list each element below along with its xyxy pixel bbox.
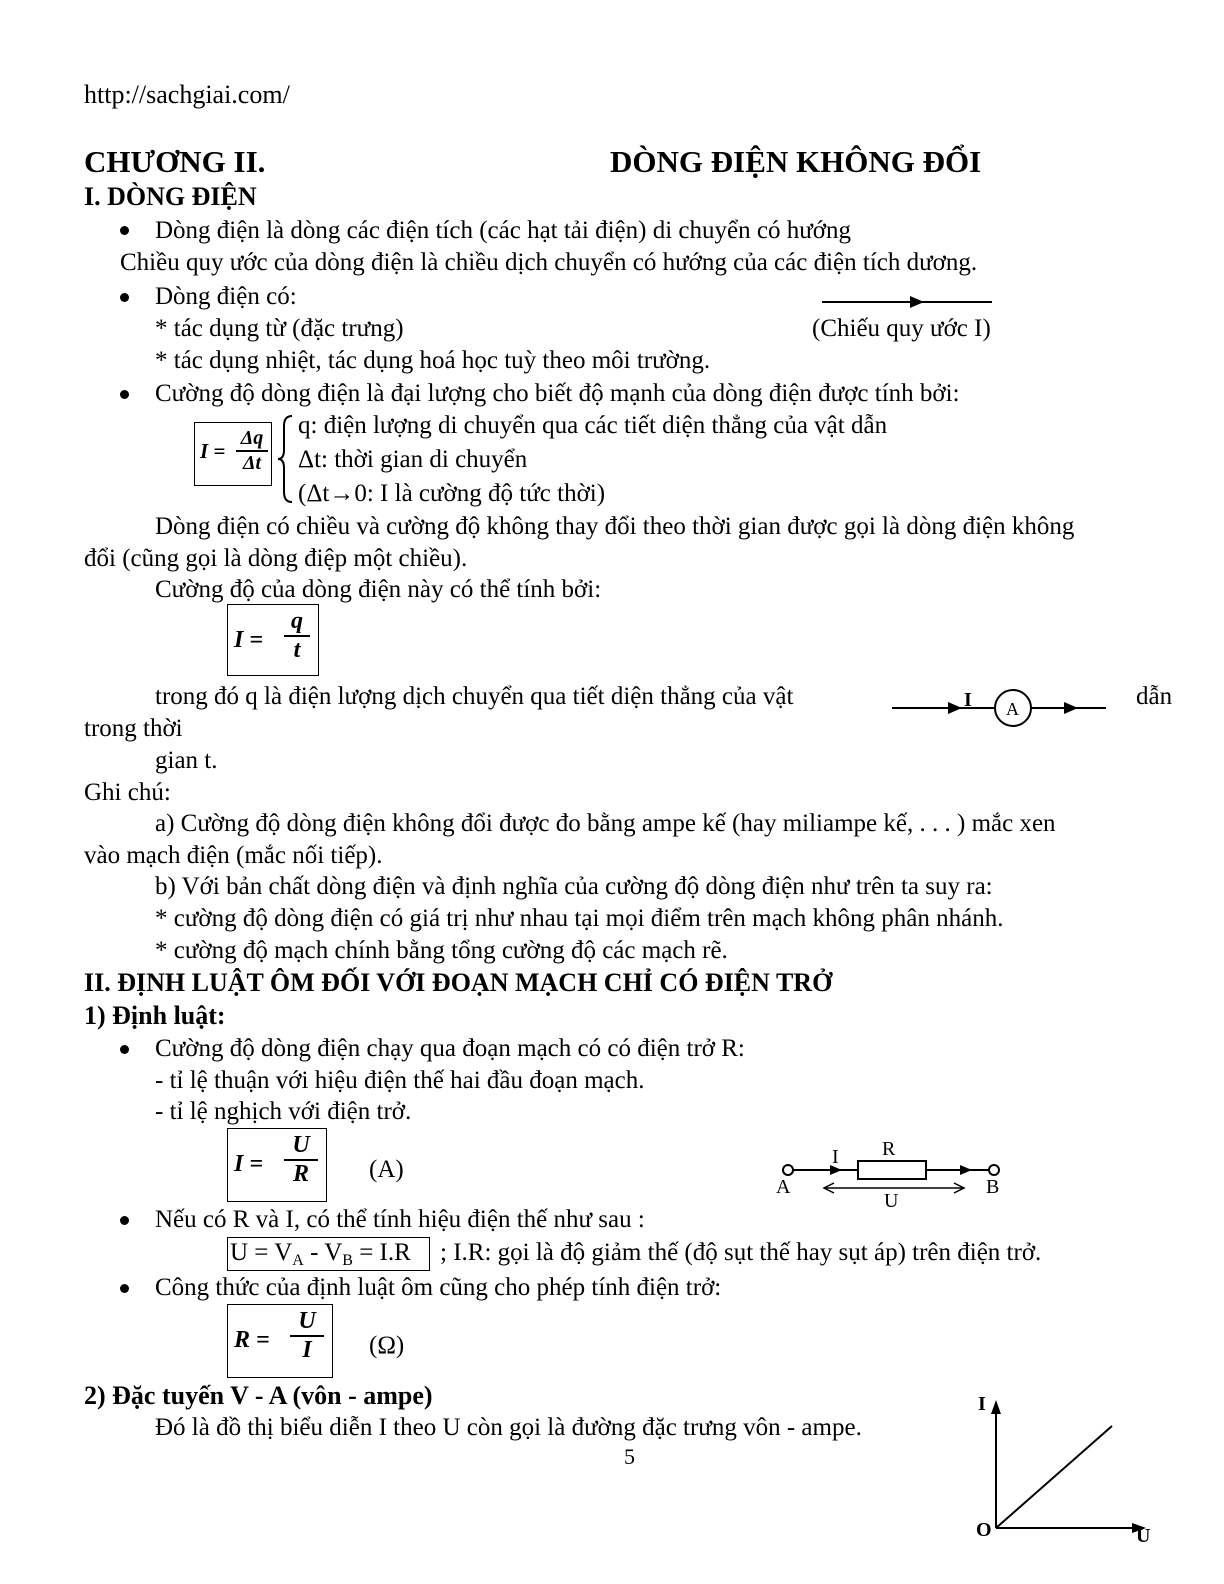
bullet-text: Dòng điện có: (155, 283, 297, 310)
formula-part: = I.R (352, 1239, 411, 1266)
formula-lhs: R = (234, 1327, 270, 1353)
note-title: Ghi chú: (84, 779, 171, 806)
paragraph: a) Cường độ dòng điện không đổi được đo bằng ampe kế (hay miliampe kế, . . . ) mắc xen (155, 810, 1056, 837)
header-url: http://sachgiai.com/ (84, 80, 290, 109)
circuit-label-voltage: U (884, 1190, 899, 1212)
subscript-a: A (292, 1252, 304, 1269)
formula-fraction (290, 1308, 324, 1364)
formula-legend: Δt: thời gian di chuyển (298, 446, 528, 473)
circuit-label-resistor: R (882, 1138, 896, 1160)
formula-legend: q: điện lượng di chuyển qua các tiết diện thẳng của vật dẫn (298, 412, 888, 439)
fraction-denominator: Δt (242, 452, 262, 474)
subsection-title: 1) Định luật: (84, 1001, 226, 1030)
chapter-number: CHƯƠNG II. (84, 144, 266, 179)
formula-fraction (284, 608, 310, 664)
graph-axis-label-u: U (1136, 1525, 1151, 1547)
graph-origin-label: O (976, 1519, 992, 1541)
list-item: * tác dụng nhiệt, tác dụng hoá học tuỳ theo môi trường. (155, 347, 711, 374)
formula-lhs: I = (234, 627, 264, 653)
subscript-b: B (342, 1252, 353, 1269)
formula-unit: (Ω) (369, 1332, 405, 1359)
ammeter-current-label: I (964, 689, 972, 711)
paragraph: trong đó q là điện lượng dịch chuyển qua tiết diện thẳng của vật (155, 683, 794, 710)
bullet-dot (120, 226, 129, 235)
graph-axis-label-i: I (978, 1393, 986, 1415)
paragraph: Dòng điện có chiều và cường độ không thay đổi theo thời gian được gọi là dòng điện không (155, 513, 1075, 540)
circuit-label-current: I (832, 1146, 839, 1168)
paragraph: gian t. (155, 747, 218, 774)
fraction-numerator: U (298, 1308, 316, 1334)
bullet-dot (120, 1045, 129, 1054)
section2-title: II. ĐỊNH LUẬT ÔM ĐỐI VỚI ĐOẠN MẠCH CHỈ CÓ ĐIỆN TRỞ (84, 968, 833, 997)
circuit-label-b: B (986, 1176, 1000, 1198)
list-item: * tác dụng từ (đặc trưng) (155, 315, 404, 342)
va-characteristic-graph (992, 1400, 1152, 1550)
fraction-denominator: t (293, 637, 301, 663)
paragraph: trong thời (84, 715, 183, 742)
paragraph: Chiều quy ước của dòng điện là chiều dịch chuyển có hướng của các điện tích dương. (120, 249, 978, 276)
bullet-dot (120, 1216, 129, 1225)
page-number: 5 (624, 1444, 635, 1469)
section1-title: I. DÒNG ĐIỆN (84, 182, 257, 211)
fraction-denominator: I (302, 1337, 312, 1363)
bullet-text: Nếu có R và I, có thể tính hiệu điện thế như sau : (155, 1206, 645, 1233)
bullet-dot (120, 1284, 129, 1293)
fraction-numerator: U (292, 1132, 310, 1158)
paragraph: đổi (cũng gọi là dòng điệp một chiều). (84, 545, 468, 572)
fraction-numerator: Δq (240, 427, 264, 449)
list-item: - tỉ lệ nghịch với điện trở. (155, 1098, 412, 1125)
chapter-title: DÒNG ĐIỆN KHÔNG ĐỔI (610, 144, 982, 179)
fraction-denominator: R (292, 1161, 309, 1187)
list-item: * cường độ mạch chính bằng tổng cường độ các mạch rẽ. (155, 937, 728, 964)
subsection-title: 2) Đặc tuyến V - A (vôn - ampe) (84, 1381, 433, 1410)
paragraph: dẫn (1136, 683, 1173, 710)
circuit-label-a: A (776, 1176, 791, 1198)
formula-lhs: I = (234, 1151, 264, 1177)
voltage-formula-note: ; I.R: gọi là độ giảm thế (độ sụt thế hay sụt áp) trên điện trở. (440, 1239, 1042, 1266)
bullet-text: Cường độ dòng điện là đại lượng cho biết độ mạnh của dòng điện được tính bởi: (155, 380, 960, 407)
formula-legend: (Δt→0: I là cường độ tức thời) (298, 480, 606, 507)
list-item: * cường độ dòng điện có giá trị như nhau tại mọi điểm trên mạch không phân nhánh. (155, 905, 1004, 932)
curly-brace (278, 414, 294, 504)
current-direction-arrow (822, 292, 1002, 312)
ammeter-diagram (890, 688, 1110, 728)
bullet-text: Công thức của định luật ôm cũng cho phép tính điện trở: (155, 1274, 722, 1301)
fraction-numerator: q (291, 608, 303, 634)
formula-fraction (284, 1132, 318, 1188)
bullet-dot (120, 390, 129, 399)
formula-lhs: I = (200, 439, 226, 463)
arrow-caption: (Chiếu quy ước I) (812, 315, 991, 342)
formula-part: - V (303, 1239, 343, 1266)
paragraph: Cường độ của dòng điện này có thể tính bởi: (155, 576, 602, 603)
paragraph: b) Với bản chất dòng điện và định nghĩa của cường độ dòng điện như trên ta suy ra: (155, 873, 993, 900)
bullet-text: Cường độ dòng điện chạy qua đoạn mạch có có điện trở R: (155, 1035, 745, 1062)
formula-unit: (A) (369, 1156, 404, 1183)
bullet-dot (120, 293, 129, 302)
voltage-formula (230, 1239, 411, 1269)
paragraph: vào mạch điện (mắc nối tiếp). (84, 842, 383, 869)
ammeter-label: A (1006, 699, 1019, 719)
bullet-text: Dòng điện là dòng các điện tích (các hạt tải điện) di chuyển có hướng (155, 217, 851, 244)
formula-fraction (236, 427, 268, 475)
formula-part: U = V (230, 1239, 293, 1266)
paragraph: Đó là đồ thị biểu diễn I theo U còn gọi là đường đặc trưng vôn - ampe. (155, 1414, 862, 1441)
list-item: - tỉ lệ thuận với hiệu điện thế hai đầu đoạn mạch. (155, 1067, 645, 1094)
